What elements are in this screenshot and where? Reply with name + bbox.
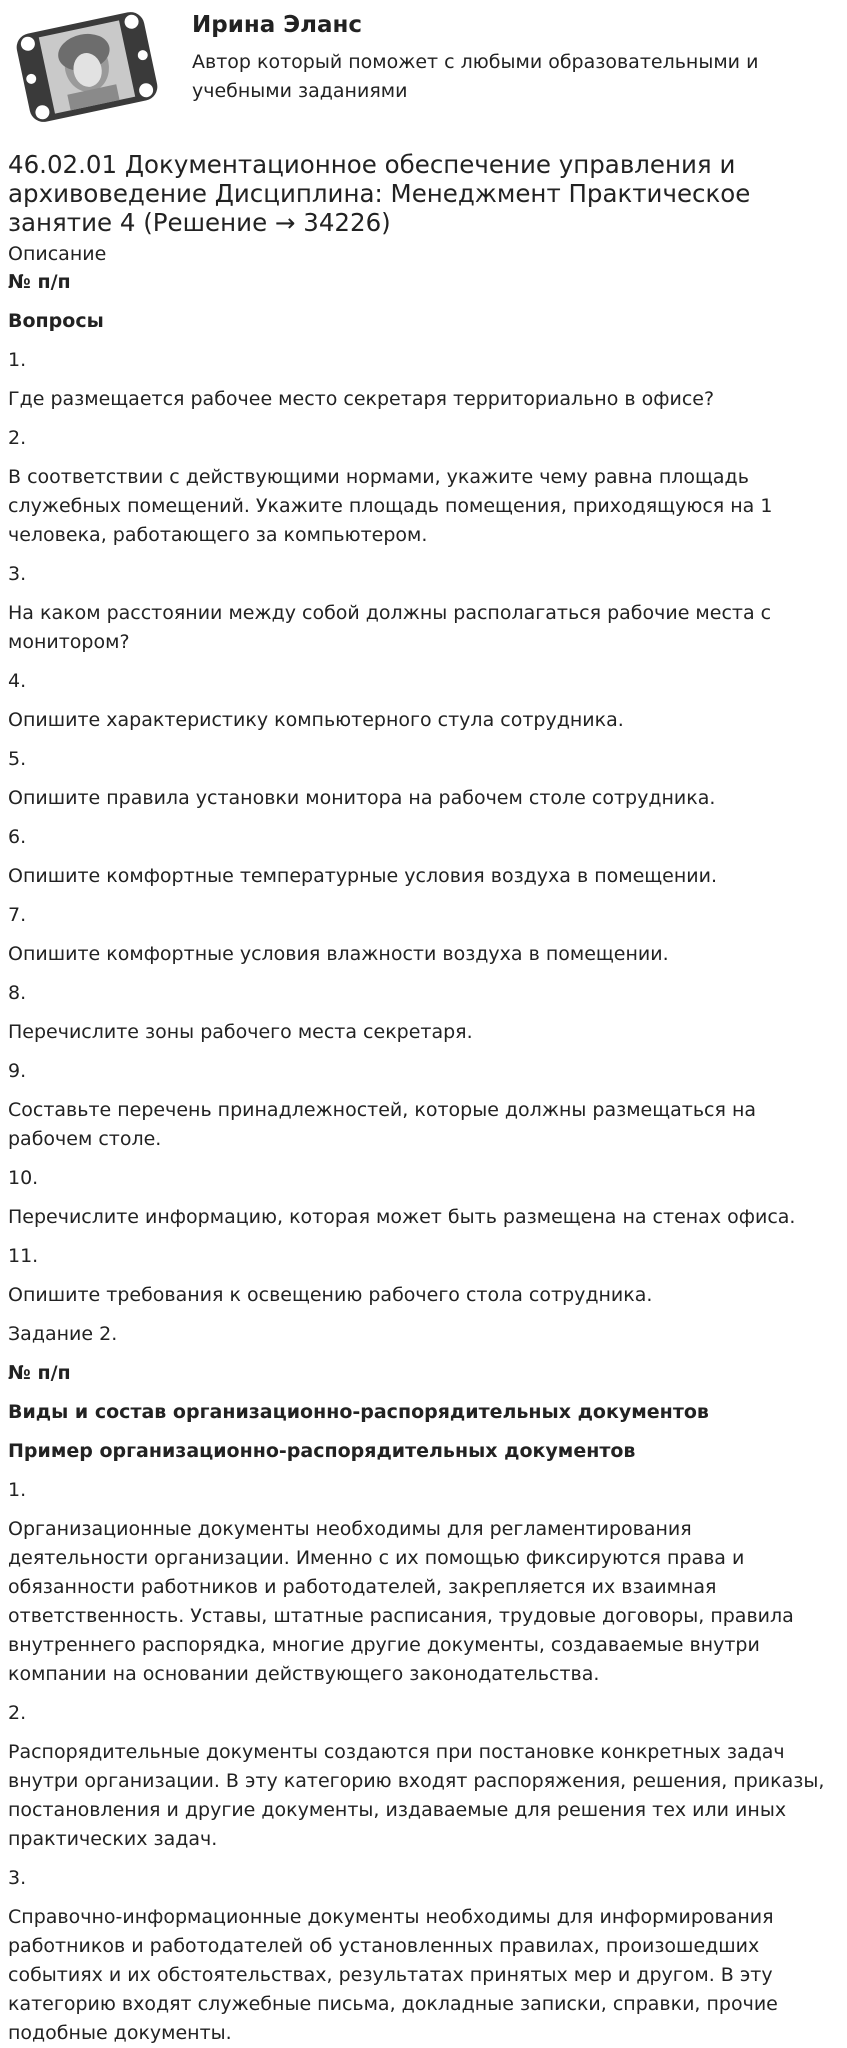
row-number: 3.: [8, 563, 27, 585]
row-number: 2.: [8, 1702, 27, 1724]
row-text: Распорядительные документы создаются при постановке конкретных задач внутри организации. В эту категорию входят распоряжения, решения, приказы, постановления и другие документы, издаваемые для решения тех или иных практических задач.: [8, 1741, 825, 1850]
row-number: 10.: [8, 1167, 39, 1189]
table-header-num: № п/п: [8, 1362, 71, 1384]
page-title: 46.02.01 Документационное обеспечение управления и архивоведение Дисциплина: Менеджмент Практическое занятие 4 (Решение → 34226): [8, 150, 751, 237]
row-text: В соответствии с действующими нормами, укажите чему равна площадь служебных помещений. Укажите площадь помещения, приходящуюся на 1 человека, работающего за компьютером.: [8, 466, 773, 546]
row-text: Справочно-информационные документы необходимы для информирования работников и работодателей об установленных правилах, произошедших событиях и их обстоятельствах, результатах принятых мер и другом. В эту категорию входят служебные письма, докладные записки, справки, прочие подобные документы.: [8, 1906, 778, 2044]
task2-label: Задание 2.: [8, 1323, 118, 1345]
author-avatar[interactable]: [16, 8, 158, 126]
documents-table: [8, 1359, 847, 2048]
author-block: [8, 0, 847, 128]
row-number: 9.: [8, 1060, 27, 1082]
row-text: Опишите характеристику компьютерного стула сотрудника.: [8, 709, 624, 731]
row-text: Перечислите зоны рабочего места секретаря.: [8, 1021, 473, 1043]
row-number: 11.: [8, 1245, 39, 1267]
table-header-example: Пример организационно-распорядительных документов: [8, 1440, 636, 1462]
row-number: 1.: [8, 1479, 27, 1501]
row-text: Организационные документы необходимы для регламентирования деятельности организации. Именно с их помощью фиксируются права и обязанности работников и работодателей, закрепляется их взаимная ответственность. Уставы, штатные расписания, трудовые договоры, правила внутреннего распорядка, многие другие документы, создаваемые внутри компании на основании действующего законодательства.: [8, 1518, 794, 1685]
row-text: Опишите требования к освещению рабочего стола сотрудника.: [8, 1284, 653, 1306]
description-label: Описание: [8, 243, 107, 265]
row-number: 5.: [8, 748, 27, 770]
author-name[interactable]: Ирина Эланс: [192, 12, 363, 38]
row-number: 7.: [8, 904, 27, 926]
row-text: Опишите правила установки монитора на рабочем столе сотрудника.: [8, 787, 716, 809]
row-number: 4.: [8, 670, 27, 692]
row-text: Перечислите информацию, которая может быть размещена на стенах офиса.: [8, 1206, 796, 1228]
row-text: Где размещается рабочее место секретаря территориально в офисе?: [8, 388, 715, 410]
table-header-types: Виды и состав организационно-распорядительных документов: [8, 1401, 709, 1423]
author-description: Автор который поможет с любыми образовательными и учебными заданиями: [192, 51, 759, 102]
row-text: Опишите комфортные условия влажности воздуха в помещении.: [8, 943, 669, 965]
row-text: На каком расстоянии между собой должны располагаться рабочие места с монитором?: [8, 602, 772, 653]
table-header-num: № п/п: [8, 271, 71, 293]
row-number: 2.: [8, 427, 27, 449]
row-number: 6.: [8, 826, 27, 848]
table-header-questions: Вопросы: [8, 310, 104, 332]
row-number: 1.: [8, 349, 27, 371]
row-text: Опишите комфортные температурные условия воздуха в помещении.: [8, 865, 718, 887]
row-number: 3.: [8, 1867, 27, 1889]
row-number: 8.: [8, 982, 27, 1004]
row-text: Составьте перечень принадлежностей, которые должны размещаться на рабочем столе.: [8, 1099, 757, 1150]
questions-table: [8, 268, 847, 1310]
